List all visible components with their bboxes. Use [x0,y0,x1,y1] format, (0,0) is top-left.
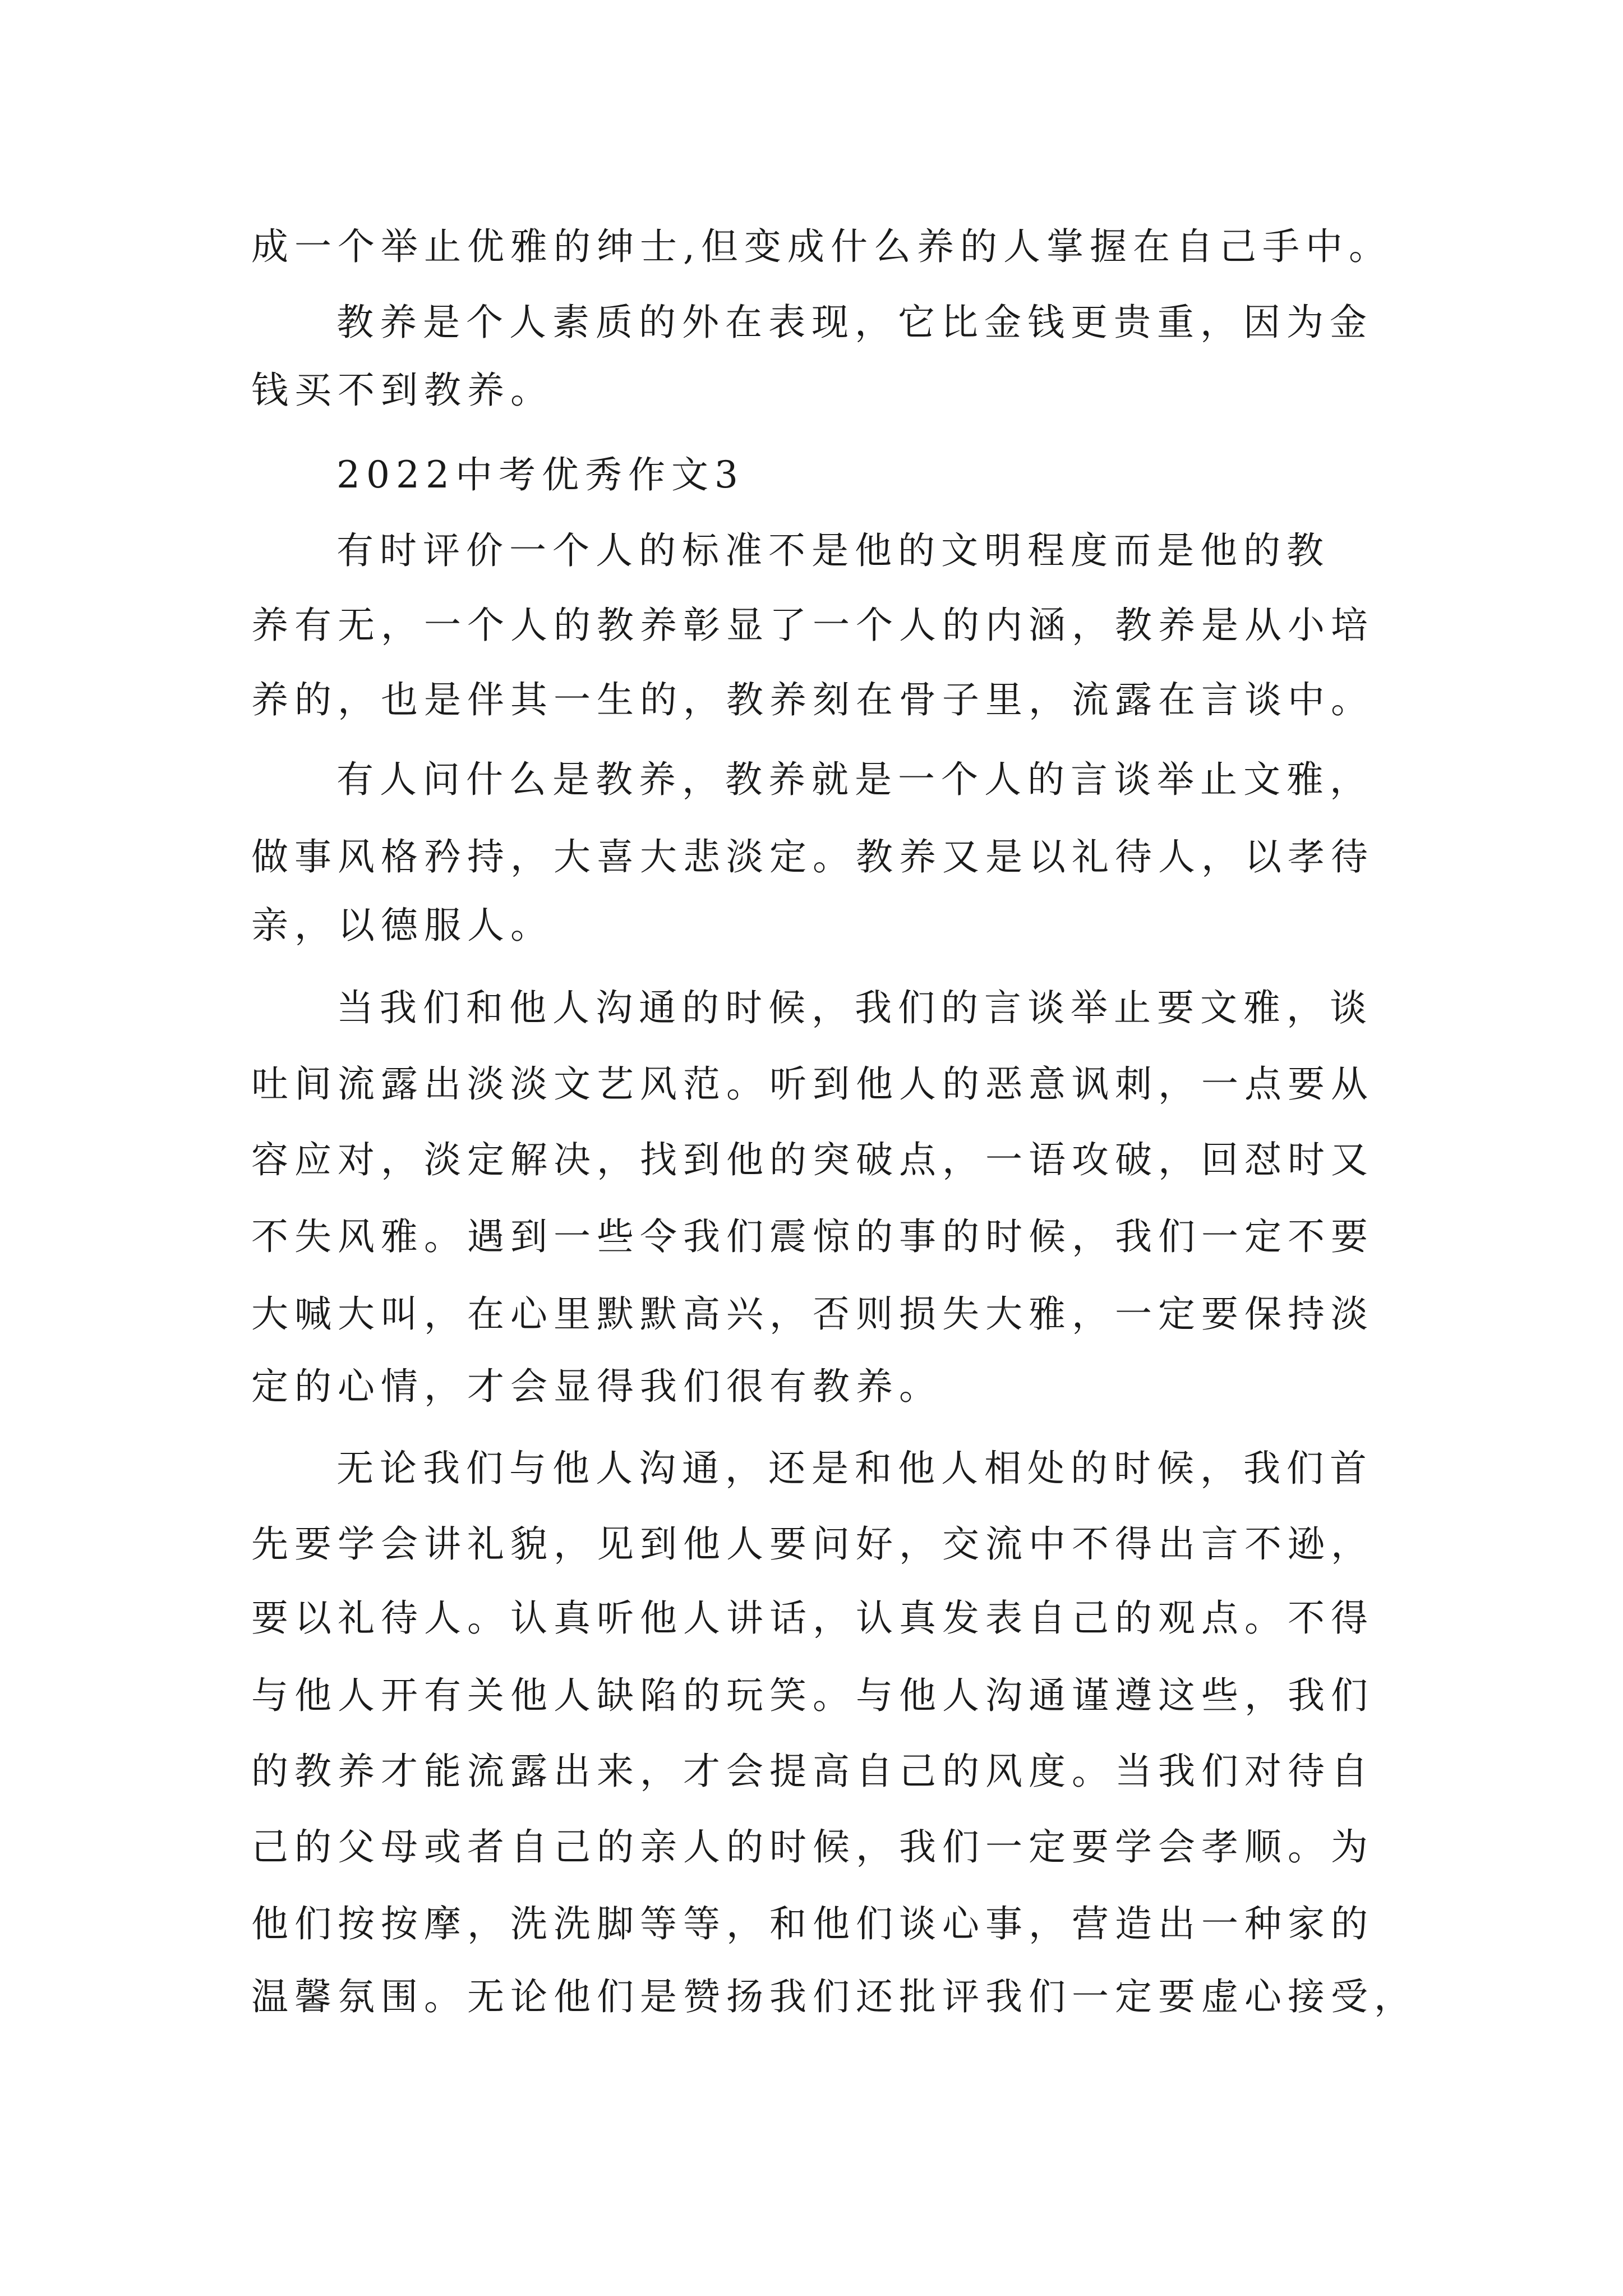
text-line: 容应对，淡定解决，找到他的突破点，一语攻破，回怼时又 [251,1138,1374,1181]
text-line: 养的，也是伴其一生的，教养刻在骨子里，流露在言谈中。 [251,678,1374,721]
text-line: 养有无，一个人的教养彰显了一个人的内涵，教养是从小培 [251,604,1374,647]
paragraph-first-line: 当我们和他人沟通的时候，我们的言谈举止要文雅，谈 [336,986,1373,1029]
paragraph-first-line: 有人问什么是教养，教养就是一个人的言谈举止文雅， [336,758,1373,801]
text-line: 大喊大叫，在心里默默高兴，否则损失大雅，一定要保持淡 [251,1292,1374,1336]
text-line: 先要学会讲礼貌，见到他人要问好，交流中不得出言不逊， [251,1522,1374,1566]
text-line: 不失风雅。遇到一些令我们震惊的事的时候，我们一定不要 [251,1215,1374,1258]
paragraph-first-line: 无论我们与他人沟通，还是和他人相处的时候，我们首 [336,1447,1373,1490]
section-heading: 2022中考优秀作文3 [336,453,744,496]
text-line: 己的父母或者自己的亲人的时候，我们一定要学会孝顺。为 [251,1825,1374,1869]
text-line: 吐间流露出淡淡文艺风范。听到他人的恶意讽刺，一点要从 [251,1062,1374,1106]
text-line: 要以礼待人。认真听他人讲话，认真发表自己的观点。不得 [251,1596,1374,1640]
text-line: 亲，以德服人。 [251,904,554,947]
text-line: 他们按按摩，洗洗脚等等，和他们谈心事，营造出一种家的 [251,1902,1374,1945]
text-line: 与他人开有关他人缺陷的玩笑。与他人沟通谨遵这些，我们 [251,1674,1374,1717]
text-line: 温馨氛围。无论他们是赞扬我们还批评我们一定要虚心接受， [251,1975,1417,2018]
text-line: 做事风格矜持，大喜大悲淡定。教养又是以礼待人，以孝待 [251,835,1374,878]
text-line: 定的心情，才会显得我们很有教养。 [251,1365,942,1408]
paragraph-first-line: 有时评价一个人的标准不是他的文明程度而是他的教 [336,529,1330,572]
text-line: 的教养才能流露出来，才会提高自己的风度。当我们对待自 [251,1750,1374,1793]
text-line: 成一个举止优雅的绅士,但变成什么养的人掌握在自己手中。 [251,225,1392,268]
text-line: 钱买不到教养。 [251,369,554,412]
paragraph-first-line: 教养是个人素质的外在表现，它比金钱更贵重，因为金 [336,301,1373,344]
